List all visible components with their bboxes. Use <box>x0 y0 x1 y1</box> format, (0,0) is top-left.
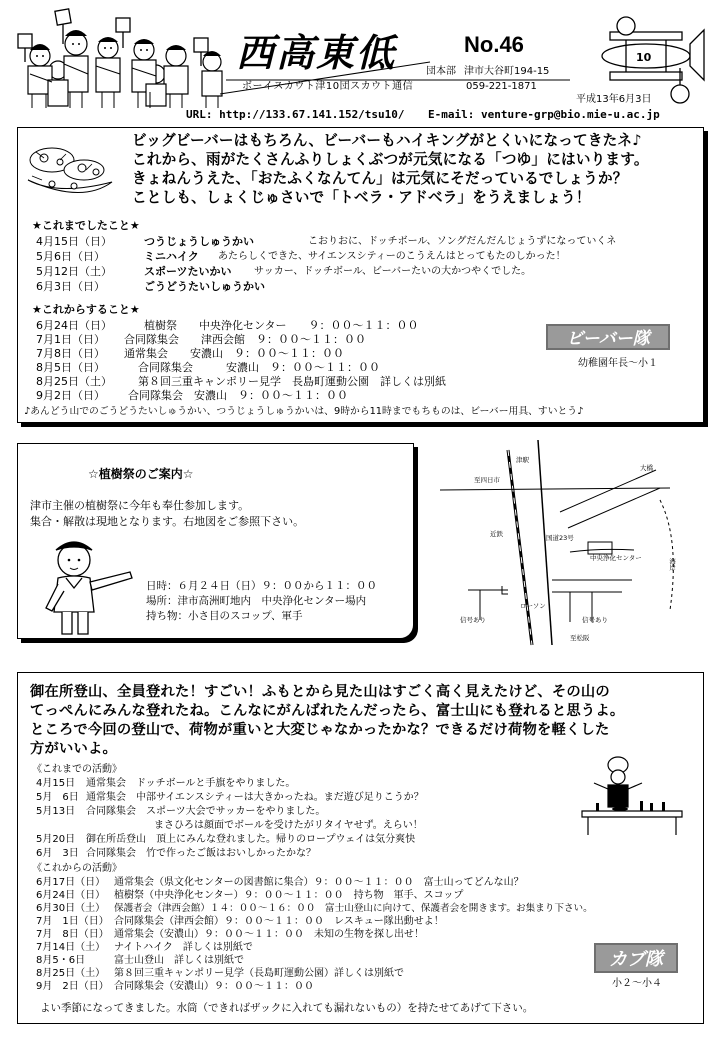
todo-date: 6月24日（日） <box>36 890 106 901</box>
cub-section <box>17 672 704 1024</box>
todo-text: 合同隊集会（津西会館）９：００～１１：００ レスキュー隊出動せよ！ <box>114 916 444 927</box>
planting-items: 持ち物：小さ目のスコップ、軍手 <box>146 610 303 622</box>
planting-place: 場所：津市高洲町地内 中央浄化センター場内 <box>146 595 367 607</box>
done-date: 5月12日（土） <box>36 265 112 278</box>
todo-text: 合同隊集会（安濃山）９：００～１１：００ <box>114 981 314 992</box>
plane-number: 10 <box>636 51 652 64</box>
done-event: つうじょうしゅうかい <box>144 235 254 248</box>
todo-text: 合同隊集会 安濃山 ９：００～１１：００ <box>138 361 380 374</box>
chef-table-illustration-icon <box>578 753 688 837</box>
location-map <box>420 440 710 650</box>
scout-boy-illustration-icon <box>40 536 140 640</box>
todo-date: 7月 1日（日） <box>36 916 109 927</box>
done-text: まさひろは顔面でボールを受けたがリタイヤせず。えらい！ <box>154 820 423 831</box>
done-note: サッカー、ドッチボール、ビーバーたいの大かつやくでした。 <box>254 266 532 277</box>
beaver-intro-1: ビッグビーバーはもちろん、ビーバーもハイキングがとくいになってきたネ♪ <box>132 132 642 149</box>
todo-text: 富士山登山 詳しくは別紙で <box>114 955 244 966</box>
done-date: 4月15日（日） <box>36 235 112 248</box>
cub-done-heading: 《これまでの活動》 <box>32 764 122 775</box>
beaver-footnote: ♪あんどう山でのごうどうたいしゅうかい、つうじょうしゅうかいは、9時から11時までもちものは、ビーバー用具、すいとう♪ <box>24 406 584 417</box>
map-label-station: 津駅 <box>516 456 529 464</box>
todo-date: 8月5・6日 <box>36 955 86 966</box>
cub-todo-heading: 《これからの活動》 <box>32 863 122 874</box>
todo-date: 6月24日（日） <box>36 319 112 332</box>
done-note: あたらしくできた、サイエンスシティーのこうえんはとってもたのしかった！ <box>218 251 566 262</box>
done-text: 合同隊集会 竹で作ったご飯はおいしかったかな？ <box>86 848 316 859</box>
map-roads <box>420 440 710 650</box>
cub-intro-3: ところで今回の登山で、荷物が重いと大変じゃなかったかな？できるだけ荷物を軽くした <box>30 722 610 738</box>
todo-date: 6月30日（土） <box>36 903 106 914</box>
todo-text: 植樹祭（中央浄化センター）９：００～１１：００ 持ち物 軍手、スコップ <box>114 890 464 901</box>
done-text: 通常集会 ドッチボールと手旗をやりました。 <box>86 778 296 789</box>
issue-date: 平成13年6月3日 <box>576 94 652 105</box>
cub-footer: よい季節になってきました。水筒（できればザックに入れても漏れないもの）を持たせてあげて下さい。 <box>40 1002 534 1014</box>
hq-label: 団本部 <box>426 66 456 77</box>
map-label-lawson: ローソン <box>520 602 546 610</box>
map-label-coast: 海岸 <box>668 558 676 571</box>
planting-section <box>17 443 414 639</box>
todo-text: 通常集会（県文化センターの図書館に集合）９：００～１１：００ 富士山ってどんな山？ <box>114 877 524 888</box>
done-date: 5月 6日 <box>36 792 79 803</box>
done-event: スポーツたいかい <box>144 265 232 278</box>
planting-datetime: 日時：６月２４日（日）９：００から１１：００ <box>146 580 377 592</box>
todo-text: 保護者会（津西会館）１４：００～１６：００ 富士山登山に向けて、保護者会を開きます。お集まり下さい。 <box>114 903 593 914</box>
cub-intro-1: 御在所登山、全員登れた！すごい！ふもとから見た山はすごく高く見えたけど、その山の <box>30 684 610 700</box>
done-date: 6月 3日 <box>36 848 79 859</box>
todo-date: 7月14日（土） <box>36 942 106 953</box>
hq-phone: 059-221-1871 <box>466 81 537 92</box>
issue-number: No.46 <box>464 32 524 57</box>
beaver-done-heading: ★これまでしたこと★ <box>32 219 140 232</box>
done-date: 5月6日（日） <box>36 250 105 263</box>
planting-title: ☆植樹祭のご案内☆ <box>88 467 194 481</box>
done-date: 4月15日 <box>36 778 76 789</box>
todo-date: 8月5日（日） <box>36 361 105 374</box>
map-label-kintetsu: 近鉄 <box>490 530 503 538</box>
done-text: 通常集会 中部サイエンスシティーは大きかったね。まだ遊び足りこうか？ <box>86 792 424 803</box>
done-date: 5月13日 <box>36 806 76 817</box>
done-note: こおりおに、ドッチボール、ソングだんだんじょうずになっていくネ <box>308 236 617 247</box>
done-event: ミニハイク <box>144 250 199 263</box>
planting-line-1: 津市主催の植樹祭に今年も奉仕参加します。 <box>30 499 250 512</box>
planting-line-2: 集合・解散は現地となります。右地図をご参照下さい。 <box>30 515 305 528</box>
masthead-rule <box>220 58 580 98</box>
todo-text: 合同隊集会 津西会館 ９：００～１１：００ <box>124 333 366 346</box>
beaver-badge: ビーバー隊 <box>546 324 670 350</box>
todo-date: 8月25日（土） <box>36 375 112 388</box>
todo-date: 8月25日（土） <box>36 968 106 979</box>
todo-date: 7月1日（日） <box>36 333 105 346</box>
website-url[interactable]: URL: http://133.67.141.152/tsu10/ <box>186 108 405 121</box>
todo-text: 第８回三重キャンポリー見学 長島町運動公園 詳しくは別紙 <box>138 375 446 388</box>
cub-intro-4: 方がいいよ。 <box>30 741 117 757</box>
done-text: 御在所岳登山 頂上にみんな登れました。帰りのロープウェイは気分爽快 <box>86 834 416 845</box>
todo-text: 第８回三重キャンポリー見学（長島町運動公園）詳しくは別紙で <box>114 968 404 979</box>
done-date: 5月20日 <box>36 834 76 845</box>
map-label-center: 中央浄化センター <box>590 554 642 562</box>
newsletter-title: 西高東低 <box>236 30 397 75</box>
beaver-intro-4: ことしも、しょくじゅさいで「トベラ・アドベラ」をうえましょう！ <box>132 189 591 206</box>
done-date: 6月3日（日） <box>36 280 105 293</box>
hq-address: 津市大谷町194-15 <box>464 66 550 77</box>
beaver-intro-3: きょねんうえた、「おたふくなんてん」は元気にそだっているでしょうか？ <box>132 170 628 187</box>
vegetables-illustration-icon <box>22 140 122 202</box>
map-label-route23: 国道23号 <box>546 534 574 542</box>
todo-text: 通常集会（安濃山）９：００～１１：００ 未知の生物を探し出せ！ <box>114 929 424 940</box>
todo-date: 9月2日（日） <box>36 389 105 402</box>
cub-badge-caption: 小２～小４ <box>612 978 662 989</box>
todo-date: 7月 8日（日） <box>36 929 109 940</box>
beaver-section <box>17 127 704 423</box>
cub-intro-2: てっぺんにみんな登れたね。こんなにがんばれたんだったら、富士山にも登れると思うよ。 <box>30 703 625 719</box>
done-event: ごうどうたいしゅうかい <box>144 280 265 293</box>
todo-text: 通常集会 安濃山 ９：００～１１：００ <box>124 347 344 360</box>
map-label-yokkaichi: 至四日市 <box>474 476 500 484</box>
todo-text: ナイトハイク 詳しくは別紙で <box>114 942 253 953</box>
scouts-illustration-icon <box>16 4 226 112</box>
airplane-icon <box>590 6 710 110</box>
map-label-signal-1: 信号あり <box>460 616 486 624</box>
beaver-todo-heading: ★これからすること★ <box>32 303 140 316</box>
done-text: 合同隊集会 スポーツ大会でサッカーをやりました。 <box>86 806 326 817</box>
beaver-intro-2: これから、雨がたくさんふりしょくぶつが元気になる「つゆ」にはいります。 <box>132 151 649 168</box>
contact-email[interactable]: E-mail: venture-grp@bio.mie-u.ac.jp <box>428 108 660 121</box>
beaver-badge-caption: 幼稚園年長～小１ <box>578 358 658 369</box>
todo-date: 9月 2日（日） <box>36 981 109 992</box>
map-label-signal-2: 信号あり <box>582 616 608 624</box>
troop-line: ボーイスカウト津10団スカウト通信 <box>242 81 414 92</box>
map-label-matsusaka: 至松阪 <box>570 634 590 642</box>
cub-badge: カブ隊 <box>594 943 678 973</box>
map-label-bridge: 大橋 <box>640 464 653 472</box>
todo-text: 合同隊集会 安濃山 ９：００～１１：００ <box>128 389 348 402</box>
todo-date: 6月17日（日） <box>36 877 106 888</box>
todo-text: 植樹祭 中央浄化センター ９：００～１１：００ <box>144 319 419 332</box>
todo-date: 7月8日（日） <box>36 347 105 360</box>
